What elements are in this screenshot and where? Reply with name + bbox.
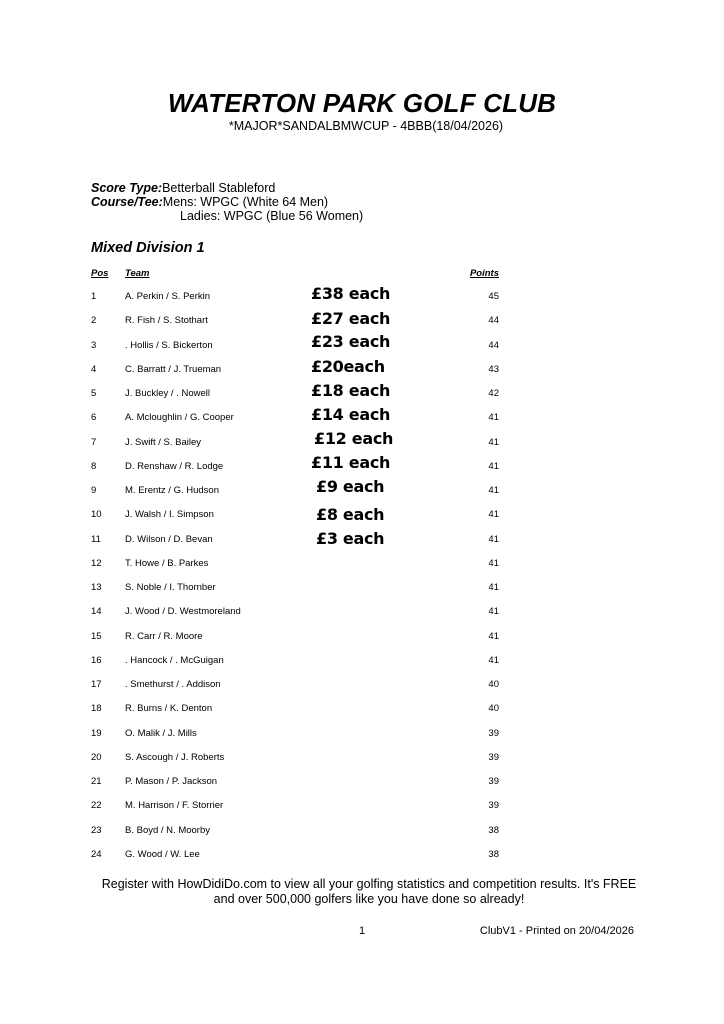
row-team: A. Perkin / S. Perkin	[125, 291, 211, 302]
course-ladies: Ladies: WPGC (Blue 56 Women)	[180, 209, 364, 223]
header-points: Points	[469, 268, 499, 279]
row-team: J. Walsh / I. Simpson	[125, 509, 214, 521]
row-points: 41	[488, 654, 499, 666]
prize-label: £14 each	[311, 405, 391, 424]
row-pos: 10	[91, 509, 102, 521]
row-points: 42	[488, 388, 499, 399]
row-points: 41	[488, 509, 499, 521]
row-team: G. Wood / W. Lee	[125, 848, 200, 860]
score-type-label: Score Type:	[91, 181, 163, 195]
row-points: 38	[488, 824, 499, 836]
row-points: 43	[488, 363, 499, 375]
row-pos: 22	[91, 800, 102, 812]
footer-note	[0, 877, 724, 907]
prize-label: £18 each	[311, 381, 391, 400]
table-row	[0, 558, 724, 578]
row-points: 41	[488, 485, 499, 496]
prize-label: £8 each	[316, 505, 385, 524]
row-points: 41	[488, 630, 499, 642]
row-team: S. Ascough / J. Roberts	[125, 751, 225, 763]
row-team: R. Burns / K. Denton	[125, 703, 213, 715]
table-row	[0, 800, 724, 820]
row-pos: 8	[91, 460, 97, 472]
row-team: D. Wilson / D. Bevan	[125, 533, 213, 545]
row-pos: 11	[91, 533, 101, 545]
row-pos: 16	[91, 654, 102, 666]
row-points: 39	[488, 727, 499, 739]
row-team: J. Swift / S. Bailey	[125, 436, 202, 448]
row-points: 40	[488, 703, 499, 715]
row-points: 41	[488, 412, 499, 424]
row-pos: 12	[91, 557, 102, 569]
row-pos: 15	[91, 630, 102, 642]
row-team: M. Harrison / F. Storrier	[125, 800, 224, 812]
club-title: WATERTON PARK GOLF CLUB	[167, 88, 557, 118]
division-title: Mixed Division 1	[91, 240, 205, 256]
table-row	[0, 752, 724, 772]
prize-label: £11 each	[311, 453, 391, 472]
header-pos: Pos	[91, 268, 109, 279]
printed-date: ClubV1 - Printed on 20/04/2026	[479, 925, 634, 937]
row-team: . Hollis / S. Bickerton	[125, 339, 213, 351]
row-team: R. Fish / S. Stothart	[125, 315, 208, 327]
row-pos: 5	[91, 388, 97, 399]
row-pos: 9	[91, 485, 97, 496]
table-row	[0, 679, 724, 699]
row-pos: 6	[91, 412, 97, 424]
row-points: 38	[488, 848, 499, 860]
row-pos: 18	[91, 703, 102, 715]
header-team: Team	[125, 268, 150, 279]
row-pos: 23	[91, 824, 102, 836]
score-type-value: Betterball Stableford	[162, 181, 276, 195]
row-points: 44	[488, 339, 499, 351]
row-team: . Hancock / . McGuigan	[125, 654, 224, 666]
row-points: 39	[488, 776, 499, 787]
row-pos: 3	[91, 339, 97, 351]
prize-label: £12 each	[314, 429, 394, 448]
table-row	[0, 582, 724, 602]
row-team: B. Boyd / N. Moorby	[125, 824, 211, 836]
footer-note-line2: and over 500,000 golfers like you have done so already!	[213, 892, 525, 906]
row-points: 39	[488, 800, 499, 812]
row-team: A. Mcloughlin / G. Cooper	[125, 412, 234, 424]
row-points: 40	[488, 679, 499, 690]
table-row	[0, 703, 724, 723]
table-row	[0, 849, 724, 869]
table-row	[0, 631, 724, 651]
row-team: P. Mason / P. Jackson	[125, 776, 218, 787]
row-points: 44	[488, 315, 499, 327]
competition-subtitle: *MAJOR*SANDALBMWCUP - 4BBB(18/04/2026)	[228, 119, 504, 133]
prize-label: £23 each	[311, 332, 391, 351]
prize-label: £27 each	[311, 309, 391, 328]
row-team: J. Buckley / . Nowell	[125, 388, 210, 399]
row-team: C. Barratt / J. Trueman	[125, 363, 222, 375]
row-pos: 7	[91, 436, 97, 448]
row-team: J. Wood / D. Westmoreland	[125, 606, 241, 618]
table-row	[0, 655, 724, 675]
row-points: 41	[488, 557, 499, 569]
course-mens: Mens: WPGC (White 64 Men)	[162, 195, 329, 209]
row-points: 39	[488, 751, 499, 763]
row-points: 41	[488, 436, 499, 448]
row-pos: 19	[91, 727, 102, 739]
row-points: 41	[488, 582, 499, 593]
prize-label: £20each	[311, 357, 385, 376]
row-team: D. Renshaw / R. Lodge	[125, 460, 224, 472]
prize-label: £3 each	[316, 529, 385, 548]
row-team: . Smethurst / . Addison	[125, 679, 221, 690]
course-tee	[91, 195, 328, 209]
score-type	[91, 181, 275, 195]
row-team: T. Howe / B. Parkes	[125, 557, 209, 569]
footer-note-line1: Register with HowDidiDo.com to view all your golfing statistics and competition results. It's FREE	[101, 877, 637, 891]
prize-label: £9 each	[316, 477, 385, 496]
page-number: 1	[359, 925, 366, 937]
row-pos: 14	[91, 606, 102, 618]
table-row	[0, 825, 724, 845]
table-row	[0, 606, 724, 626]
row-team: O. Malik / J. Mills	[125, 727, 197, 739]
row-points: 41	[488, 533, 499, 545]
row-team: M. Erentz / G. Hudson	[125, 485, 219, 496]
table-row	[0, 776, 724, 796]
prize-label: £38 each	[311, 284, 391, 303]
row-pos: 2	[91, 315, 97, 327]
row-points: 41	[488, 606, 499, 618]
course-tee-label: Course/Tee:	[91, 195, 163, 209]
row-pos: 24	[91, 848, 102, 860]
row-pos: 1	[91, 291, 97, 302]
row-team: R. Carr / R. Moore	[125, 630, 203, 642]
row-pos: 17	[91, 679, 102, 690]
row-points: 45	[488, 291, 499, 302]
row-team: S. Noble / I. Thornber	[125, 582, 216, 593]
table-row	[0, 728, 724, 748]
row-points: 41	[488, 460, 499, 472]
row-pos: 21	[91, 776, 102, 787]
row-pos: 13	[91, 582, 102, 593]
row-pos: 20	[91, 751, 102, 763]
row-pos: 4	[91, 363, 97, 375]
